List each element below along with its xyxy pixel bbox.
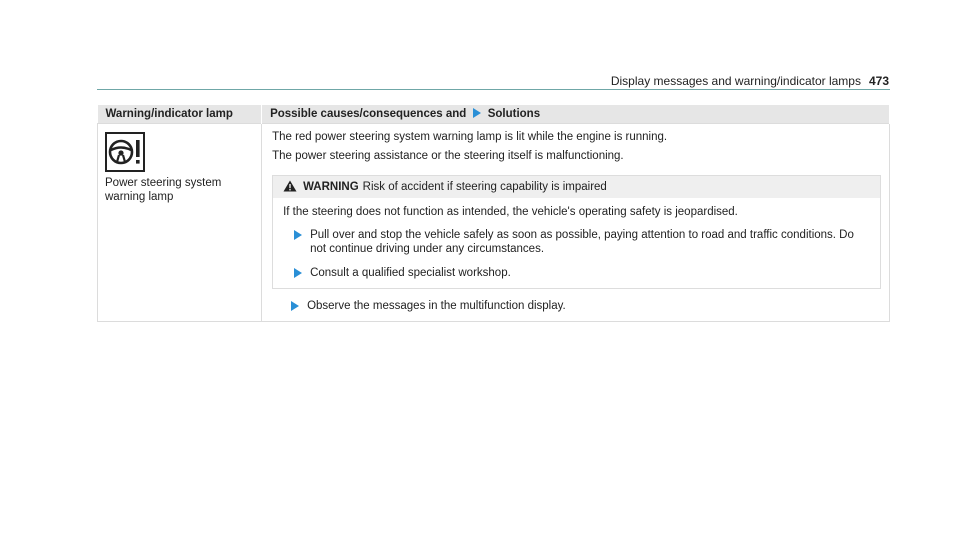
step-text: Pull over and stop the vehicle safely as soon as possible, paying attention to road and traffic conditions. Do not continue driving under any circumstances. [310, 229, 854, 255]
steering-wheel-exclamation-icon [105, 132, 145, 172]
arrow-right-icon [291, 301, 299, 311]
column-header-prefix: Possible causes/consequences and [270, 108, 467, 120]
action-text: Observe the messages in the multifunction display. [307, 300, 566, 312]
running-header [611, 74, 889, 88]
step-text: Consult a qualified specialist workshop. [310, 267, 511, 279]
warning-box [272, 175, 881, 289]
list-item [291, 266, 872, 280]
cause-text-2: The power steering assistance or the steering itself is malfunctioning. [272, 150, 624, 162]
list-item [288, 299, 881, 313]
warning-label: WARNING [303, 181, 359, 193]
arrow-right-icon [294, 230, 302, 240]
warning-body [273, 198, 880, 288]
arrow-right-icon [473, 108, 481, 118]
section-title: Display messages and warning/indicator lamps [610, 74, 861, 88]
warning-triangle-icon [283, 180, 297, 192]
column-header-lamp: Warning/indicator lamp [98, 105, 262, 124]
warning-heading: Risk of accident if steering capability is impaired [362, 181, 607, 193]
warning-text: If the steering does not function as intended, the vehicle's operating safety is jeopardised. [283, 206, 738, 218]
warning-lamp-table [97, 105, 890, 322]
warning-header [273, 176, 880, 198]
lamp-name: Power steering system warning lamp [105, 177, 222, 203]
column-header-solutions-label: Solutions [487, 108, 541, 120]
header-rule [97, 89, 890, 90]
cause-text-1: The red power steering system warning lamp is lit while the engine is running. [272, 131, 668, 143]
table-row [98, 124, 890, 322]
arrow-right-icon [294, 268, 302, 278]
page-number: 473 [868, 74, 889, 88]
list-item [291, 228, 872, 256]
solutions-cell [262, 124, 890, 322]
lamp-cell [98, 124, 262, 322]
column-header-solutions [262, 105, 890, 124]
